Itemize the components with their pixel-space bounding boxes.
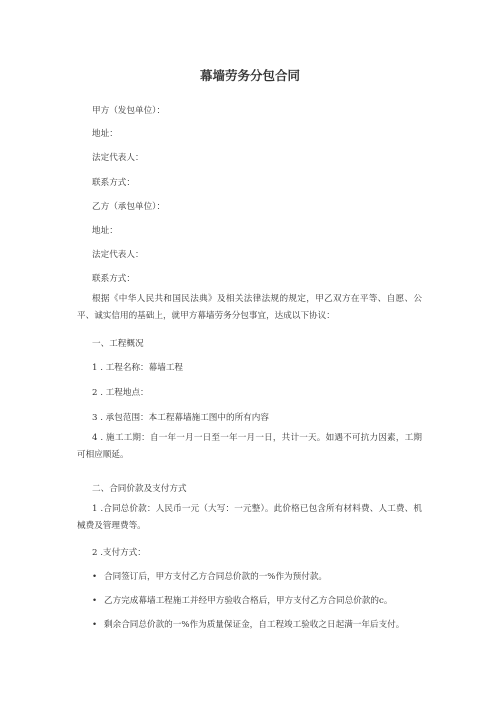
bullet-icon: • [92, 596, 98, 606]
payment-bullet-text: 剩余合同总价款的一%作为质量保证金，自工程竣工验收之日起满一年后支付。 [104, 620, 405, 630]
party-b-address: 地址： [92, 226, 118, 236]
section-1-item-2: 2 . 工程地点： [92, 388, 149, 398]
payment-bullet-text: 乙方完成幕墙工程施工并经甲方验收合格后，甲方支付乙方合同总价款的c。 [104, 596, 393, 606]
party-b-label: 乙方（承包单位）： [92, 202, 166, 212]
party-b-contact: 联系方式： [92, 274, 135, 284]
payment-bullet-2 [92, 594, 392, 606]
party-b-legal-rep: 法定代表人： [92, 250, 144, 260]
section-1-item-4: 4 . 施工工期：自一年一月一日至一年一月一日，共计一天。如遇不可抗力因素，工期可相应顺延。 [77, 433, 422, 460]
party-a-label: 甲方（发包单位）： [92, 106, 166, 116]
party-a-address: 地址： [92, 129, 118, 139]
payment-bullet-text: 合同签订后，甲方支付乙方合同总价款的一%作为预付款。 [104, 572, 328, 582]
section-2-item-2: 2 .支付方式： [92, 548, 146, 558]
party-a-legal-rep: 法定代表人： [92, 153, 144, 163]
section-1-heading: 一、工程概况 [92, 339, 144, 349]
payment-bullet-3 [92, 618, 404, 630]
document-title: 幕墙劳务分包合同 [199, 68, 300, 83]
bullet-icon: • [92, 572, 98, 582]
payment-bullet-1 [92, 570, 327, 582]
section-2-item-1: 1 .合同总价款：人民币一元（大写：一元整）。此价格已包含所有材料费、人工费、机械费及管理费等。 [77, 504, 422, 531]
intro-paragraph: 根据《中华人民共和国民法典》及相关法律法规的规定，甲乙双方在平等、自愿、公平、诚实信用的基础上，就甲方幕墙劳务分包事宜，达成以下协议： [77, 294, 422, 321]
section-2-heading: 二、合同价款及支付方式 [92, 484, 187, 494]
section-1-item-1: 1 . 工程名称：幕墙工程 [92, 363, 184, 373]
section-1-item-3: 3 . 承包范围：本工程幕墙施工图中的所有内容 [92, 413, 269, 423]
party-a-contact: 联系方式： [92, 178, 135, 188]
bullet-icon: • [92, 620, 98, 630]
